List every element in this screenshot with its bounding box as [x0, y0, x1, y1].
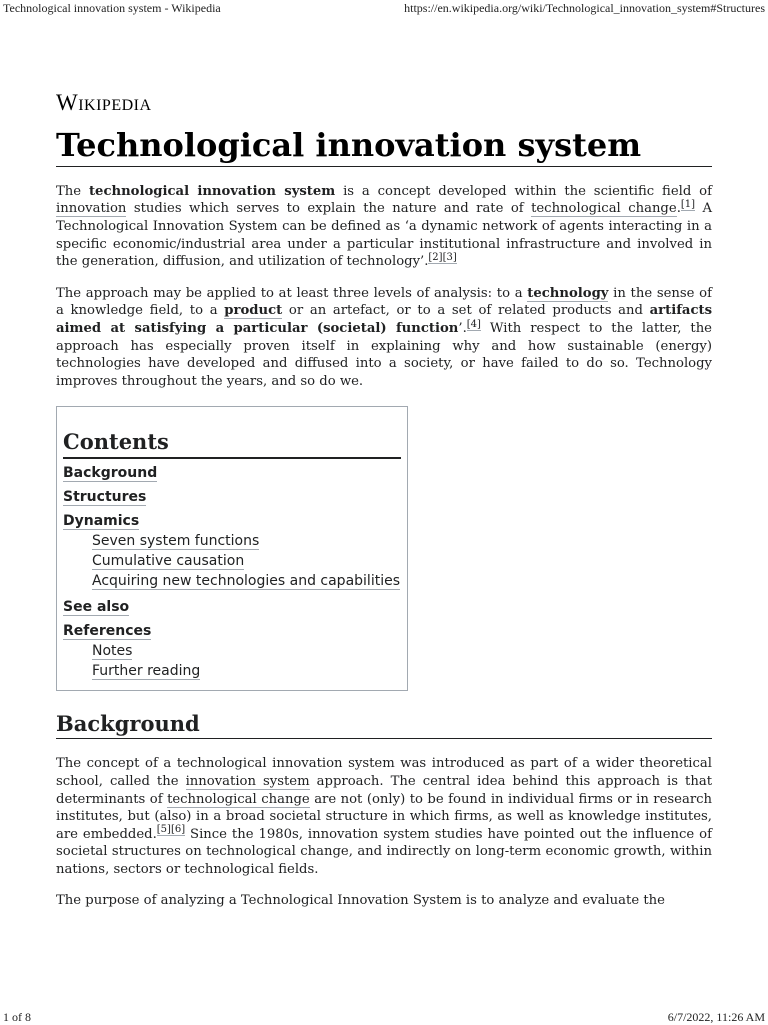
toc-list	[63, 463, 401, 681]
text: The approach may be applied to at least three levels of analysis: to a	[56, 285, 528, 301]
link-technological-change[interactable]: technological change	[531, 201, 677, 217]
toc-item-references[interactable]	[63, 621, 401, 641]
section-heading-background: Background	[56, 711, 712, 739]
text: The concept of a technological innovation system was introduced as part of a wider theoretical school, called the	[56, 756, 712, 789]
print-page-number: 1 of 8	[3, 1010, 31, 1024]
link-technology[interactable]: technology	[527, 285, 609, 301]
toc-item-label: Structures	[63, 489, 147, 506]
text: The	[56, 183, 89, 199]
wordmark-text: Wikipedia	[56, 90, 152, 115]
text: A Technological Innovation System can be defined as ‘a dynamic network of agents interacting in a specific economic/industrial area under a particular institutional infrastructure and involved in the generation, diffusion, and utilization of technology’.	[56, 201, 713, 270]
text: Since the 1980s, innovation system studies have pointed out the influence of societal structures on technological change, and indirectly on long-term economic growth, within nations, sectors or technological fields.	[56, 826, 712, 877]
background-paragraph-2: The purpose of analyzing a Technological Innovation System is to analyze and evaluate the	[56, 893, 665, 909]
citation-3[interactable]: [3]	[442, 251, 457, 263]
citation-5[interactable]: [5]	[156, 824, 171, 836]
text: are not (only) to be found in individual firms or in research institutes, but (also) in a broad societal structure in which firms, as well as knowledge institutes, are embedded.	[56, 791, 713, 842]
bold-term: artifacts aimed at satisfying a particular (societal) function	[56, 303, 712, 336]
toc-title: Contents	[63, 429, 401, 459]
toc-item-structures[interactable]	[63, 487, 401, 507]
intro-paragraph-1	[56, 183, 712, 271]
text: .	[676, 201, 681, 217]
toc-item-cumulative-causation[interactable]	[92, 551, 401, 571]
page-title: Technological innovation system	[56, 127, 712, 167]
text: studies which serves to explain the nature and rate of	[126, 201, 532, 217]
print-footer	[0, 1010, 768, 1024]
link-innovation[interactable]: innovation	[56, 201, 127, 217]
print-url: https://en.wikipedia.org/wiki/Technological_innovation_system#Structures	[404, 1, 765, 15]
toc-item-label: Cumulative causation	[92, 553, 245, 570]
text: or an artefact, or to a set of related products and	[282, 303, 650, 319]
toc-item-dynamics[interactable]	[63, 511, 401, 531]
print-page-title: Technological innovation system - Wikipedia	[3, 1, 221, 15]
toc-item-label: See also	[63, 599, 130, 616]
toc-item-notes[interactable]	[92, 641, 401, 661]
citation-4[interactable]: [4]	[466, 318, 481, 330]
intro-paragraph-2	[56, 285, 712, 391]
toc-item-acquiring-new-technologies[interactable]	[92, 571, 401, 591]
toc-item-label: References	[63, 623, 152, 640]
text: approach. The central idea behind this approach is that determinants of	[56, 773, 712, 807]
toc-item-further-reading[interactable]	[92, 661, 401, 681]
wikipedia-wordmark[interactable]	[56, 90, 712, 116]
link-technological-change[interactable]: technological change	[167, 791, 310, 807]
citation-2[interactable]: [2]	[428, 251, 443, 263]
toc-item-see-also[interactable]	[63, 597, 401, 617]
citation-6[interactable]: [6]	[170, 824, 186, 836]
citation-1[interactable]: [1]	[680, 199, 696, 210]
text: With respect to the latter, the approach has especially proven itself in explaining why and how sustainable (energy) technologies have developed and diffused into a society, or have failed to do so. Technology improves throughout the years, and so do we.	[56, 320, 712, 389]
toc-item-seven-system-functions[interactable]	[92, 531, 401, 551]
toc-item-label: Background	[63, 465, 158, 482]
article-content	[56, 90, 712, 910]
toc-item-label: Notes	[92, 643, 133, 660]
text: is a concept developed within the scientific field of	[335, 183, 712, 199]
print-header	[0, 1, 768, 15]
link-innovation-system[interactable]: innovation system	[185, 773, 310, 789]
toc-item-label: Dynamics	[63, 513, 140, 530]
bold-term: technological innovation system	[88, 183, 336, 199]
toc-item-background[interactable]	[63, 463, 401, 483]
toc-item-label: Further reading	[92, 663, 201, 680]
toc-item-label: Acquiring new technologies and capabilities	[92, 573, 400, 590]
print-timestamp: 6/7/2022, 11:26 AM	[667, 1010, 765, 1024]
table-of-contents	[56, 406, 408, 691]
toc-item-label: Seven system functions	[92, 533, 260, 550]
text: ’.	[458, 320, 467, 336]
text: in the sense of a knowledge field, to a	[56, 285, 712, 319]
background-paragraph-1	[56, 755, 712, 878]
link-product[interactable]: product	[224, 303, 283, 319]
